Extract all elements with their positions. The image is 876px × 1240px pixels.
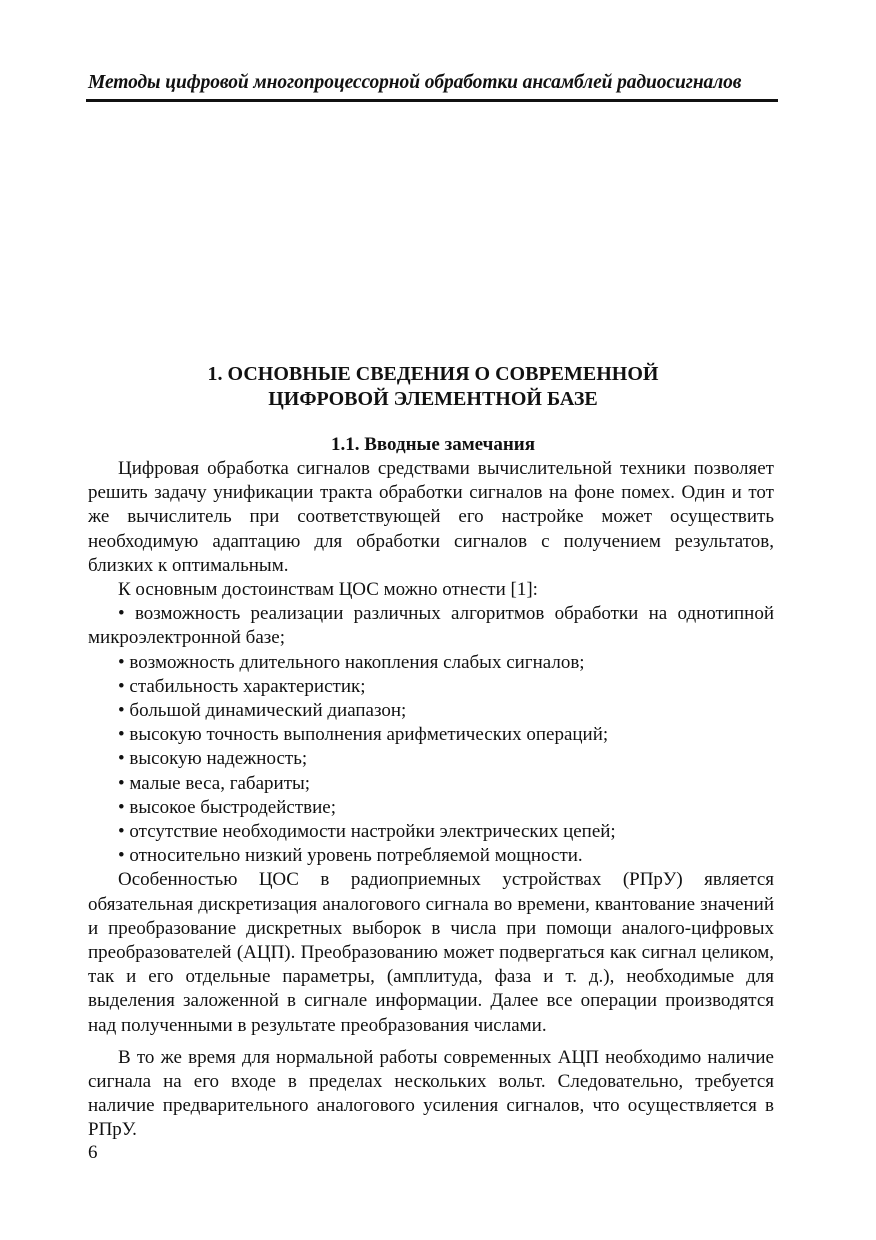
list-item: • возможность реализации различных алгоритмов обработки на однотипной микроэлектронной базе;: [88, 602, 774, 650]
paragraph-intro: Цифровая обработка сигналов средствами вычислительной техники позволяет решить задачу унификации тракта обработки сигналов на фоне помех. Один и тот же вычислитель при соответствующей его настройке может осуществить необходимую адаптацию для обработки сигналов с получением результатов, близких к оптимальным.: [88, 458, 774, 576]
section-title: 1.1. Вводные замечания: [330, 434, 535, 455]
header-rule: [86, 99, 778, 102]
chapter-title-line-1: 1. ОСНОВНЫЕ СВЕДЕНИЯ О СОВРЕМЕННОЙ: [207, 363, 659, 385]
list-item: • возможность длительного накопления слабых сигналов;: [88, 651, 774, 675]
paragraph-dsp-features: Особенностью ЦОС в радиоприемных устройствах (РПрУ) является обязательная дискретизация аналогового сигнала во времени, квантование значений и преобразование дискретных выборок в числа при помощи аналого-цифровых преобразователей (АЦП). Преобразованию может подвергаться как сигнал целиком, так и его отдельные параметры, (амплитуда, фаза и т. д.), необходимые для выделения заложенной в сигнале информации. Далее все операции производятся над полученными в результате преобразования числами.: [88, 869, 774, 1036]
list-item: • высокую точность выполнения арифметических операций;: [88, 723, 774, 747]
list-item: • малые веса, габариты;: [88, 772, 774, 796]
paragraph-adc-requirements: В то же время для нормальной работы современных АЦП необходимо наличие сигнала на его входе в пределах нескольких вольт. Следовательно, требуется наличие предварительного аналогового усиления сигналов, что осуществляется в РПрУ.: [88, 1046, 774, 1141]
paragraph-advantages-lead: К основным достоинствам ЦОС можно отнести [1]:: [118, 579, 538, 601]
advantages-list: [88, 602, 774, 868]
chapter-title: [88, 362, 778, 412]
list-item: • относительно низкий уровень потребляемой мощности.: [88, 844, 774, 868]
list-item: • высокую надежность;: [88, 747, 774, 771]
running-header: Методы цифровой многопроцессорной обработки ансамблей радиосигналов: [88, 72, 742, 93]
list-item: • стабильность характеристик;: [88, 675, 774, 699]
page-number: 6: [88, 1142, 98, 1163]
body-text: [88, 457, 774, 1143]
list-item: • большой динамический диапазон;: [88, 699, 774, 723]
list-item: • высокое быстродействие;: [88, 796, 774, 820]
chapter-title-line-2: ЦИФРОВОЙ ЭЛЕМЕНТНОЙ БАЗЕ: [268, 388, 598, 410]
list-item: • отсутствие необходимости настройки электрических цепей;: [88, 820, 774, 844]
